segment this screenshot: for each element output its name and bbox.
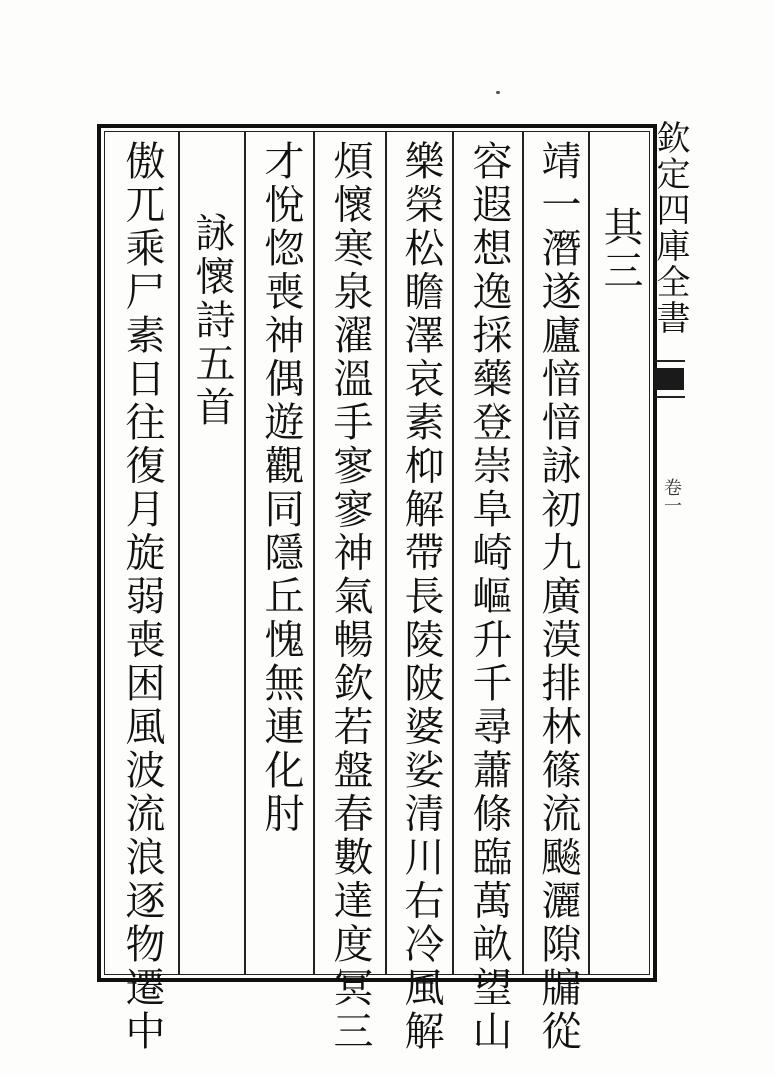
fish-tail-mark	[654, 368, 684, 390]
juan-label: 卷一	[661, 478, 682, 514]
column-rule	[178, 132, 180, 974]
column-rule	[385, 132, 387, 974]
book-title: 欽定四庫全書	[650, 120, 690, 336]
poem-heading: 其三	[597, 206, 643, 293]
column-rule	[313, 132, 315, 974]
column-rule	[522, 132, 524, 974]
column-rule	[452, 132, 454, 974]
section-title: 詠懷詩五首	[189, 212, 235, 430]
text-column-5: 才悅惚喪神偶遊觀同隱丘愧無連化肘	[258, 140, 304, 836]
margin-rule	[655, 396, 685, 398]
column-rule	[244, 132, 246, 974]
text-column-2: 容遐想逸採藥登崇阜崎嶇升千尋蕭條臨萬畝望山	[466, 140, 512, 1054]
text-column-4: 煩懷寒泉濯溫手寥寥神氣暢欽若盤春數達度冥三	[327, 140, 373, 1054]
text-column-1: 靖一潛遂廬愔愔詠初九廣漠排林篠流飈灑隙牖從	[535, 140, 581, 1054]
margin-rule	[655, 360, 685, 362]
text-column-7: 傲兀乘尸素日往復月旋弱喪困風波流浪逐物遷中	[119, 140, 165, 1054]
text-column-3: 樂榮松瞻澤哀素枊解帶長陵陂婆娑清川右冷風解	[398, 140, 444, 1054]
ink-speck	[496, 91, 500, 94]
column-rule	[588, 132, 590, 974]
